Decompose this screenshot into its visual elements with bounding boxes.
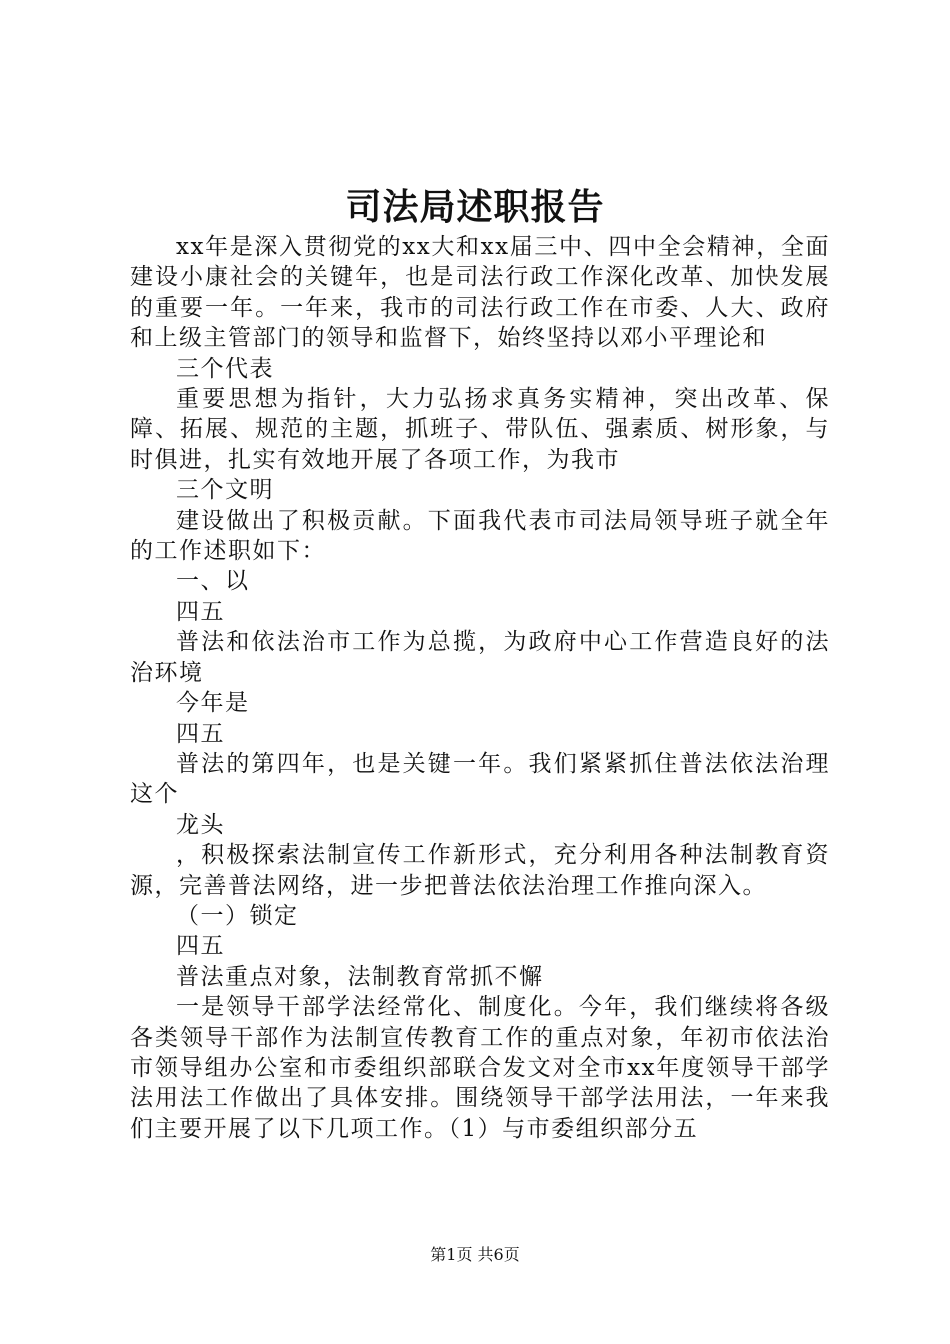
paragraph: ，积极探索法制宣传工作新形式，充分利用各种法制教育资源，完善普法网络，进一步把普法依法治理工作推向深入。 — [130, 842, 830, 899]
paragraph: 普法重点对象，法制教育常抓不懈 — [176, 963, 544, 990]
paragraph: 四五 — [176, 598, 225, 625]
paragraph: 今年是 — [176, 690, 250, 717]
document-body — [130, 232, 830, 1144]
document-title: 司法局述职报告 — [345, 186, 605, 228]
paragraph: 一、以 — [176, 568, 250, 595]
page-indicator: 第1页 共6页 — [430, 1245, 520, 1264]
paragraph: xx年是深入贯彻党的xx大和xx届三中、四中全会精神，全面建设小康社会的关键年，也是司法行政工作深化改革、加快发展的重要一年。一年来，我市的司法行政工作在市委、人大、政府和上级主管部门的领导和监督下，始终坚持以邓小平理论和 — [130, 234, 830, 352]
paragraph: （一）锁定 — [176, 902, 299, 929]
paragraph: 一是领导干部学法经常化、制度化。今年，我们继续将各级各类领导干部作为法制宣传教育工作的重点对象，年初市依法治市领导组办公室和市委组织部联合发文对全市xx年度领导干部学法用法工作做出了具体安排。围绕领导干部学法用法，一年来我们主要开展了以下几项工作。（1）与市委组织部分五 — [130, 994, 830, 1142]
paragraph: 龙头 — [176, 811, 225, 838]
paragraph: 普法和依法治市工作为总揽，为政府中心工作营造良好的法治环境 — [130, 629, 830, 686]
paragraph: 三个代表 — [176, 355, 274, 382]
paragraph: 四五 — [176, 933, 225, 960]
paragraph: 普法的第四年，也是关键一年。我们紧紧抓住普法依法治理这个 — [130, 750, 830, 808]
paragraph: 四五 — [176, 720, 225, 747]
paragraph: 重要思想为指针，大力弘扬求真务实精神，突出改革、保障、拓展、规范的主题，抓班子、带队伍、强素质、树形象，与时俱进，扎实有效地开展了各项工作，为我市 — [130, 386, 830, 473]
paragraph: 建设做出了积极贡献。下面我代表市司法局领导班子就全年的工作述职如下： — [130, 507, 830, 565]
paragraph: 三个文明 — [176, 477, 274, 504]
